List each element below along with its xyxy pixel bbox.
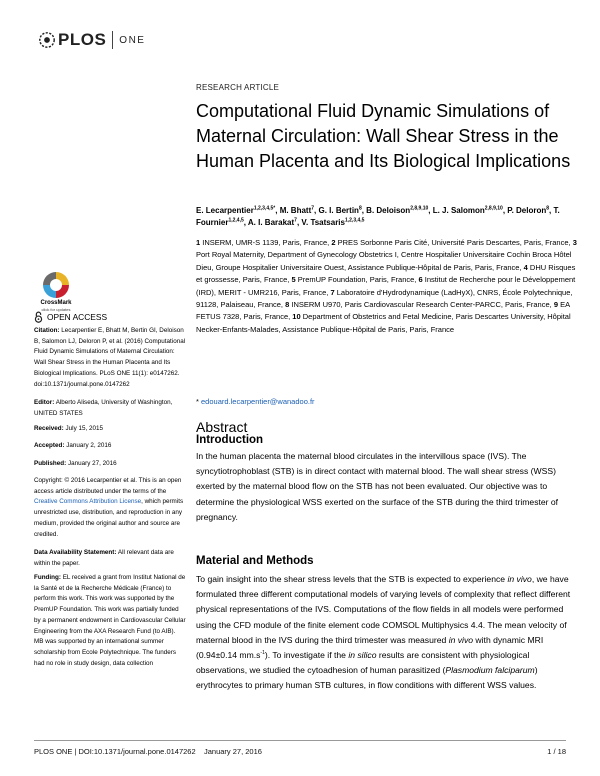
methods-text-3: with dynamic MRI (0.94±0.14 mm.s [196, 634, 544, 661]
author-affiliation-sup: 2,8,9,10 [484, 205, 503, 212]
published-text: January 27, 2016 [67, 460, 117, 467]
author-affiliation-sup: 7 [294, 217, 297, 224]
funding-label: Funding: [34, 574, 61, 581]
affiliation-number: 6 [418, 275, 425, 285]
editor-label: Editor: [34, 399, 55, 406]
author-affiliation-sup: 8 [358, 205, 362, 212]
crossmark-badge[interactable] [36, 270, 76, 312]
affiliation-text: INSERM U970, Paris Cardiovascular Research Center-PARCC, Paris, France, [291, 300, 554, 310]
citation-label: Citation: [34, 327, 60, 334]
citation-block [34, 326, 186, 390]
abstract-heading: Abstract [196, 419, 248, 435]
affiliation-text: Institut de Recherche pour le Développement (IRD), MERIT - UMR216, Paris, France, [196, 275, 576, 297]
author-name: A. I. Barakat [247, 218, 295, 227]
funding-block [34, 573, 186, 669]
author-name: E. Lecarpentier [196, 206, 254, 215]
author-affiliation-sup: 1,2,3,4,5 [344, 217, 365, 224]
author-name: G. I. Bertin [318, 206, 359, 215]
methods-italic-3: in silico [348, 650, 377, 661]
methods-italic-1: in vivo [507, 574, 532, 584]
email-asterisk: * [196, 397, 202, 406]
author-affiliation-sup: 7 [311, 205, 315, 212]
published-block [34, 459, 186, 470]
affiliation-number: 10 [292, 312, 303, 322]
affiliation-text: Department of Obstetrics and Fetal Medicine, Paris Descartes University, Hôpital Necker-Enfants-Malades, Assistance Publique-Hôpital de Paris, Paris, France [196, 312, 571, 334]
received-block [34, 424, 186, 435]
copyright-text-2: , which permits unrestricted use, distribution, and reproduction in any medium, provided the original author and source are credited. [34, 498, 184, 538]
author-affiliation-sup: 8 [546, 205, 550, 212]
editor-block [34, 398, 186, 419]
article-title: Computational Fluid Dynamic Simulations of Maternal Circulation: Wall Shear Stress in the Human Placenta and Its Biological Implications [196, 101, 571, 171]
footer-divider [34, 740, 566, 741]
affiliation-text: DHU Risques et grossesse, Paris, France, [196, 262, 576, 285]
affiliation-number: 9 [553, 300, 561, 310]
accepted-block [34, 441, 186, 452]
methods-italic-4: Plasmodium falciparum [445, 665, 535, 676]
affiliation-text: Port Royal Maternity, Department of Gynecology Obstetrics I, Centre Hospitalier Universitaire Cochin Broca Hôtel Dieu, Groupe Hospitalier Universitaire Ouest, Assistance Publique-Hôpital de Paris, Paris, France, [196, 250, 572, 272]
corresponding-marker: * [273, 205, 276, 212]
funding-text: EL received a grant from Institut National de la Santé et de la Recherche Médicale (France) to perform this work. This work was supported by the PremUP Foundation. This work was partially funded by a permanent endowment in Cardiovascular Cellular Engineering from the AXA Research Fund (to AIB). MB was supported by an international summer scholarship from Ecole Polytechnique. The funders had no role in study design, data collection [34, 574, 186, 667]
author-affiliation-sup: 1,2,3,4,5 [253, 205, 274, 212]
affiliation-text: PremUP Foundation, Paris, France, [297, 275, 419, 285]
author-name: B. Deloison [366, 206, 411, 215]
affiliation-number: 4 [523, 262, 530, 272]
methods-sup: -1 [260, 650, 265, 657]
received-text: July 15, 2015 [65, 425, 103, 432]
plos-one-logo [38, 30, 145, 50]
open-access-lock-icon [34, 311, 43, 323]
author-affiliation-sup: 2,8,9,10 [410, 205, 429, 212]
open-access-text: OPEN ACCESS [47, 312, 108, 322]
plos-logo-icon [38, 31, 56, 49]
email-link[interactable]: edouard.lecarpentier@wanadoo.fr [201, 397, 315, 406]
methods-text-6: ) erythrocytes to primary human STB cultures, in flow conditions with different WSS values. [196, 665, 538, 691]
crossmark-icon [41, 270, 71, 300]
citation-text: Lecarpentier E, Bhatt M, Bertin GI, Deloison B, Salomon LJ, Deloron P, et al. (2016) Computational Fluid Dynamic Simulations of Maternal Circulation: Wall Shear Stress in the Human Placenta and Its Biological Implications. PLoS ONE 11(1): e0147262. doi:10.1371/journal.pone.0147262 [34, 327, 186, 388]
author-list: E. Lecarpentier$^{1,2,3,4,5*}$, M. Bhatt$^7$, G. I. Bertin$^8$, B. Deloison$^{2,8,9,10}$, L. J. Salomon$^{2,8,9,10}$, P. Deloron$^8$, T. Fournier$^{1,2,4,5}$, A. I. Barakat$^7$, V. Tsatsaris$^{1,2,3,4,5}$ [196, 205, 560, 227]
published-label: Published: [34, 460, 67, 467]
affiliation-number: 2 [331, 238, 338, 247]
author-name: L. J. Salomon [432, 206, 485, 215]
affiliation-number: 3 [572, 238, 577, 247]
methods-text-1: To gain insight into the shear stress levels that the STB is expected to experience [196, 574, 508, 584]
intro-heading: Introduction [196, 434, 264, 446]
affiliation-text: EA FETUS 7328, Paris, France, [196, 300, 570, 322]
methods-text-2: , we have formulated three different computational models of varying levels of complexity that reflect different physical representations of the IVS. Computations of the flow fields in all models were performed using the CFD module of the finite element code COMSOL Multiphysics 4.4. The mean velocity of maternal blood in the IVS during the third trimester was measured [196, 574, 571, 645]
author-name: P. Deloron [507, 206, 547, 215]
affiliation-text: PRES Sorbonne Paris Cité, Université Paris Descartes, Paris, France, [337, 238, 573, 247]
logo-text: PLOS [58, 30, 107, 49]
author-affiliation-sup: 1,2,4,5 [228, 217, 244, 224]
author-name: T. Fournier [196, 206, 560, 227]
data-availability-block [34, 548, 186, 569]
copyright-text-1: Copyright: © 2016 Lecarpentier et al. This is an open access article distributed under the terms of the [34, 477, 182, 495]
footer-citation: PLOS ONE | DOI:10.1371/journal.pone.0147262 January 27, 2016 [34, 747, 262, 756]
editor-text: Alberto Aliseda, University of Washington, UNITED STATES [34, 399, 173, 417]
affiliation-number: 1 [196, 238, 203, 247]
page-number: 1 / 18 [547, 747, 566, 756]
data-availability-label: Data Availability Statement: [34, 549, 117, 556]
author-name: M. Bhatt [279, 206, 312, 215]
affiliation-text: INSERM, UMR-S 1139, Paris, France, [202, 238, 332, 247]
license-link[interactable]: Creative Commons Attribution License [34, 498, 142, 506]
journal-name: ONE [119, 34, 146, 46]
methods-text-5: results are consistent with physiological observations, we studied the cytoadhesion of human parasitized ( [196, 650, 530, 676]
accepted-text: January 2, 2016 [66, 442, 112, 449]
affiliation-number: 5 [291, 275, 298, 285]
logo-divider [112, 31, 113, 49]
article-type: RESEARCH ARTICLE [196, 83, 280, 92]
affiliation-number: 8 [285, 300, 292, 310]
methods-italic-2: in vivo [448, 634, 474, 645]
author-name: V. Tsatsaris [301, 218, 345, 227]
corresponding-email [196, 397, 315, 406]
methods-heading: Material and Methods [196, 555, 314, 567]
open-access-label [34, 311, 107, 323]
data-availability-text: All relevant data are within the paper. [34, 549, 174, 567]
intro-paragraph: In the human placenta the maternal blood circulates in the intervillous space (IVS). The syncytiotrophoblast (STB) is in direct contact with maternal blood. The wall shear stress (WSS) exerted by the maternal blood flow on the STB has not been evaluated. Our objective was to determine the physiological WSS exerted on the surface of the STB during the third trimester of pregnancy. [196, 451, 559, 522]
crossmark-subtitle: click for updates [41, 307, 71, 312]
affiliation-number: 7 [330, 287, 337, 297]
methods-text-4: ). To investigate if the [264, 650, 349, 661]
affiliations [196, 237, 581, 336]
crossmark-title: CrossMark [40, 300, 72, 306]
received-label: Received: [34, 425, 64, 432]
copyright-block [34, 476, 186, 540]
accepted-label: Accepted: [34, 442, 65, 449]
methods-paragraph [196, 572, 581, 694]
affiliation-text: Laboratoire d'Hydrodynamique (LadHyX), CNRS, École Polytechnique, 91128, Palaiseau, France, [196, 287, 573, 310]
